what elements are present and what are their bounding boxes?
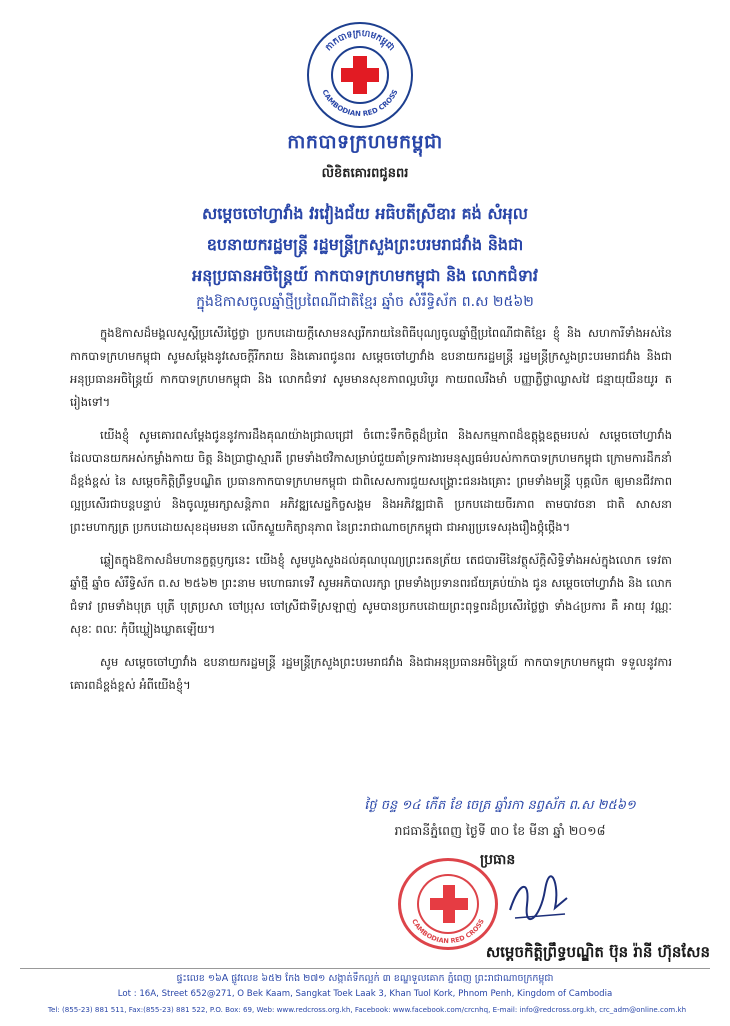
footer-english-address: Lot : 16A, Street 652@271, O Bek Kaam, Sangkat Toek Laak 3, Khan Tuol Kork, Phnom Penh, Kingdom of Cambodia [117,989,613,999]
letter-type: លិខិតគោរពជូនពរ [321,166,409,181]
signer-role: ប្រធាន [480,852,516,868]
svg-text:កាកបាទក្រហមកម្ពុជា: កាកបាទក្រហមកម្ពុជា [323,28,397,54]
addressee-line: សម្ដេចចៅហ្វាវាំង វរវៀងជ័យ អធិបតីស្រីឧារ គង់ សំអុល [201,204,529,223]
body-paragraph: ឆ្លៀតក្នុងឱកាសដ៏មហានក្ខត្តឫក្សនេះ យើងខ្ញុំ សូមបួងសួងដល់គុណបុណ្យព្រះរតនត្រ័យ តេជបារមីនៃវត្ថុស័ក្ដិសិទ្ធិទាំងអស់ក្នុងលោក ទេវតាឆ្នាំថ្មី ឆ្នាំច សំរឹទ្ធិស័ក ព.ស ២៥៦២ ព្រះនាម មហោធរាទេវី សូមអភិបាលរក្សា ព្រមទាំងប្រទានពរជ័យគ្រប់យ៉ាង ជូន សម្ដេចចៅហ្វាវាំង និង លោកជំទាវ ព្រមទាំងបុត្រ បុត្រី បុត្រប្រសា ចៅប្រុស ចៅស្រីជាទីស្រឡាញ់ សូមបានប្រកបដោយព្រះពុទ្ធពរដ៏ប្រសើរថ្លៃថ្លា ទាំង៤ប្រការ គឺ អាយុ វណ្ណៈ សុខៈ ពលៈ កុំបីឃ្លៀងឃ្លាតឡើយ។ [70,553,672,636]
body-paragraph: យើងខ្ញុំ សូមគោរពសម្ដែងជូននូវការដឹងគុណយ៉ាងជ្រាលជ្រៅ ចំពោះទឹកចិត្តដ៏ប្រពៃ និងសកម្មភាពដ៏ឧត្ដុង្គឧត្ដមរបស់ សម្ដេចចៅហ្វាវាំង ដែលបានយកអស់កម្លាំងកាយ ចិត្ត និងប្រាជ្ញាស្មារតី ព្រមទាំងថវិកាសម្រាប់ជួយគាំទ្រការងារមនុស្សធម៌របស់កាកបាទក្រហមកម្ពុជា ក្រោមការដឹកនាំដ៏ខ្ពង់ខ្ពស់ នៃ សម្ដេចកិត្តិព្រឹទ្ធបណ្ឌិត ប្រធានកាកបាទក្រហមកម្ពុជា ជាពិសេសការជួយសង្គ្រោះជនរងគ្រោះ ព្រមទាំងមន្ត្រី បុគ្គលិក ឲ្យមានជីវភាពល្អប្រសើរជាបន្តបន្ទាប់ និងចូលរួមរក្សាសន្តិភាព អភិវឌ្ឍសេដ្ឋកិច្ចសង្គម និងអភិវឌ្ឍជាតិ ប្រកបដោយចីរភាព តាមបាវចនា ជាតិ សាសនា ព្រះមហាក្សត្រ ប្រកបដោយសុខដុមរមនា លើកស្ទួយកិត្យានុភាព នៃព្រះរាជាណាចក្រកម្ពុជា ជាអារ្យប្រទេសរុងរឿងថ្កុំថ្កើង។ [70,428,672,534]
cambodian-red-cross-logo [307,22,413,128]
official-stamp [398,858,498,950]
addressee-block [80,198,650,291]
footer-divider [20,968,710,969]
red-cross-icon-bar [341,68,379,82]
footer-contacts: Tel: (855-23) 881 511, Fax:(855-23) 881 522, P.O. Box: 69, Web: www.redcross.org.kh, Facebook: www.facebook.com/crcnhq, E-mail: info@redcross.org.kh, crc_adm@online.com.kh [47,1005,687,1014]
signer-name: សម្ដេចកិត្តិព្រឹទ្ធបណ្ឌិត ប៊ុន រ៉ានី ហ៊ុនសែន [485,943,710,961]
body-paragraph: សូម សម្ដេចចៅហ្វាវាំង ឧបនាយករដ្ឋមន្ត្រី រដ្ឋមន្ត្រីក្រសួងព្រះបរមរាជវាំង និងជាអនុប្រធានអចិន្ត្រៃយ៍ កាកបាទក្រហមកម្ពុជា ទទួលនូវការគោរពដ៏ខ្ពង់ខ្ពស់ អំពីយើងខ្ញុំ។ [70,655,672,692]
body-paragraph: ក្នុងឱកាសដ៏មង្គលសួស្ដីប្រសើរថ្លៃថ្លា ប្រកបដោយក្ដីសោមនស្សរីករាយនៃពិធីបុណ្យចូលឆ្នាំថ្មីប្រពៃណីជាតិខ្មែរ ខ្ញុំ និង សហការីទាំងអស់នៃកាកបាទក្រហមកម្ពុជា សូមសម្ដែងនូវសេចក្ដីរីករាយ និងគោរពជូនពរ សម្ដេចចៅហ្វាវាំង ឧបនាយករដ្ឋមន្ត្រី រដ្ឋមន្ត្រីក្រសួងព្រះបរមរាជវាំង និងជាអនុប្រធានអចិន្ត្រៃយ៍ កាកបាទក្រហមកម្ពុជា និង លោកជំទាវ សូមមានសុខភាពល្អបរិបូរ កាយពលរឹងមាំ បញ្ញាភ្លឺថ្លាឈ្លាសវៃ ជន្មាយុយឺនយូរ តរៀងទៅ។ [70,326,672,409]
solar-date: រាជធានីភ្នំពេញ ថ្ងៃទី ៣០ ខែ មីនា ឆ្នាំ ២០១៨ [394,823,606,838]
occasion-line: ក្នុងឱកាសចូលឆ្នាំថ្មីប្រពៃណីជាតិខ្មែរ ឆ្នាំច សំរឹទ្ធិស័ក ព.ស ២៥៦២ [196,294,534,310]
stamp-cross-icon-bar [430,898,468,910]
date-block [310,793,690,843]
addressee-line: អនុប្រធានអចិន្ត្រៃយ៍ កាកបាទក្រហមកម្ពុជា និង លោកជំទាវ [192,266,538,285]
footer-khmer-address: ផ្ទះលេខ ១៦A ផ្លូវលេខ ៦៥២ កែង ២៧១ សង្កាត់ទឹកល្អក់ ៣ ខណ្ឌទួលគោក ភ្នំពេញ ព្រះរាជាណាចក្រកម្ពុជា [176,973,554,984]
addressee-line: ឧបនាយករដ្ឋមន្ត្រី រដ្ឋមន្ត្រីក្រសួងព្រះបរមរាជវាំង និងជា [206,235,524,254]
svg-text:CAMBODIAN RED CROSS: CAMBODIAN RED CROSS [320,88,400,119]
organization-title: កាកបាទក្រហមកម្ពុជា [287,131,443,153]
lunar-date: ថ្ងៃ ចន្ទ ១៤ កើត ខែ ចេត្រ ឆ្នាំរកា នព្វស័ក ព.ស ២៥៦១ [364,798,636,813]
handwritten-signature [505,870,575,930]
svg-text:CAMBODIAN RED CROSS: CAMBODIAN RED CROSS [410,917,486,946]
letter-body [70,322,672,707]
